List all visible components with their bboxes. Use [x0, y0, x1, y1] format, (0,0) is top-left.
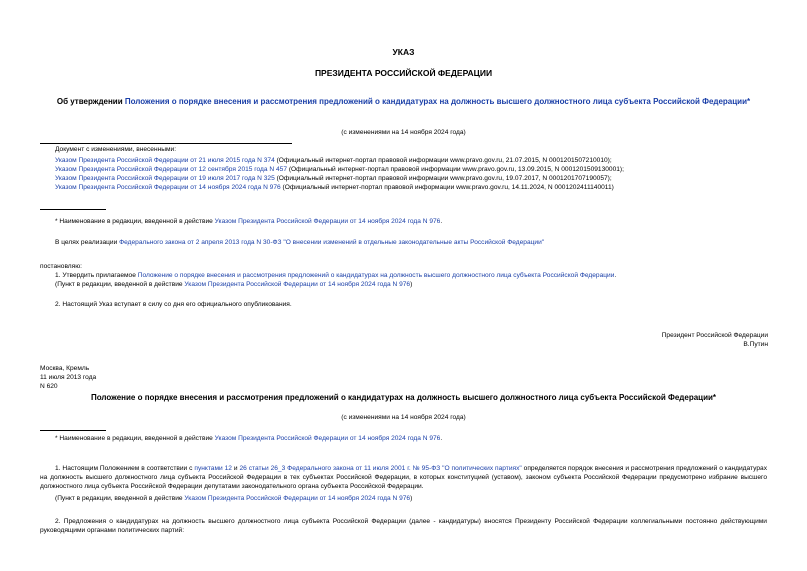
- change-link[interactable]: Указом Президента Российской Федерации от 14 ноября 2024 года N 976: [55, 184, 281, 191]
- preamble: [55, 238, 785, 247]
- paragraph-1-note: [55, 494, 785, 503]
- para-1-c: определяется порядок внесения и рассмотрения предложений о кандидатурах на должность высшего должностного лица субъекта Российской Федерации в тех субъектах Российской Федерации, в которых конституцией (уставом), законом субъекта Российской Федерации предусмотрено избрание высшего должностного лица субъекта Российской Федерации депутатами законодательного органа субъекта Российской Федерации.: [40, 465, 767, 490]
- footnote-2: [55, 434, 785, 443]
- footnote-divider: [40, 430, 106, 431]
- decree-date: 11 июля 2013 года: [40, 374, 97, 381]
- changes-block: [55, 145, 785, 192]
- divider: [40, 143, 292, 144]
- note-link[interactable]: Указом Президента Российской Федерации от 14 ноября 2024 года N 976: [184, 281, 411, 288]
- doc-type: УКАЗ: [392, 47, 415, 57]
- paragraph-1: [40, 464, 767, 491]
- change-item: [55, 183, 785, 192]
- regulation-title-link[interactable]: Положения о порядке внесения и рассмотрения предложений о кандидатурах на должность высшего должностного лица субъекта Российской Федерации*: [124, 97, 751, 106]
- item-1-prefix: 1. Утвердить прилагаемое: [55, 272, 138, 279]
- change-source: (Официальный интернет-портал правовой информации www.pravo.gov.ru, 19.07.2017, N 0001201707190057);: [274, 175, 612, 182]
- footnote-link[interactable]: Указом Президента Российской Федерации от 14 ноября 2024 года N 976: [214, 218, 441, 225]
- footnote-link[interactable]: Указом Президента Российской Федерации от 14 ноября 2024 года N 976: [214, 435, 441, 442]
- decree-title: [30, 96, 777, 107]
- item-1: [55, 271, 785, 289]
- changes-intro: Документ с изменениями, внесенными:: [55, 146, 177, 153]
- change-link[interactable]: Указом Президента Российской Федерации от 19 июля 2017 года N 325: [55, 175, 275, 182]
- preamble-text: В целях реализации: [55, 239, 120, 246]
- federal-law-link[interactable]: Федерального закона от 2 апреля 2013 года N 30-ФЗ "О внесении изменений в отдельные законодательные акты Российской Федерации": [119, 239, 545, 246]
- para-1-a: 1. Настоящим Положением в соответствии с: [55, 465, 195, 472]
- note-prefix: (Пункт в редакции, введенной в действие: [55, 495, 185, 502]
- signature-post: Президент Российской Федерации: [661, 332, 768, 339]
- footnote-1: [55, 217, 785, 226]
- note-prefix: (Пункт в редакции, введенной в действие: [55, 281, 185, 288]
- regulation-amend-note: (с изменениями на 14 ноября 2024 года): [341, 414, 466, 421]
- signature: [662, 331, 768, 349]
- note-end: ): [410, 281, 413, 288]
- law-article-link[interactable]: пунктами 12: [194, 465, 232, 472]
- issuer: ПРЕЗИДЕНТА РОССИЙСКОЙ ФЕДЕРАЦИИ: [314, 68, 493, 78]
- change-source: (Официальный интернет-портал правовой информации www.pravo.gov.ru, 21.07.2015, N 0001201507210010);: [274, 157, 612, 164]
- item-1-end: .: [614, 272, 617, 279]
- footnote-text: * Наименование в редакции, введенной в действие: [55, 218, 215, 225]
- item-2: 2. Настоящий Указ вступает в силу со дня его официального опубликования.: [55, 301, 292, 308]
- footnote-text: * Наименование в редакции, введенной в действие: [55, 435, 215, 442]
- change-source: (Официальный интернет-портал правовой информации www.pravo.gov.ru, 14.11.2024, N 0001202411140011): [280, 184, 614, 191]
- item-1-text: [55, 271, 785, 280]
- footnote-end: .: [440, 218, 443, 225]
- change-link[interactable]: Указом Президента Российской Федерации от 21 июля 2015 года N 374: [55, 157, 275, 164]
- regulation-link[interactable]: Положение о порядке внесения и рассмотрения предложений о кандидатурах на должность высшего должностного лица субъекта Российской Федерации: [137, 272, 615, 279]
- para-1-b: и: [231, 465, 240, 472]
- change-item: [55, 174, 785, 183]
- postanovlyayu: постановляю:: [40, 263, 83, 270]
- change-source: (Официальный интернет-портал правовой информации www.pravo.gov.ru, 13.09.2015, N 0001201509130001);: [287, 166, 624, 173]
- footnote-end: .: [440, 435, 443, 442]
- note-link[interactable]: Указом Президента Российской Федерации от 14 ноября 2024 года N 976: [184, 495, 411, 502]
- note-end: ): [410, 495, 413, 502]
- decree-number: N 620: [40, 383, 58, 390]
- change-item: [55, 156, 785, 165]
- place-city: Москва, Кремль: [40, 365, 90, 372]
- footnote-divider: [40, 209, 106, 210]
- decree-title-prefix: Об утверждении: [56, 97, 125, 106]
- amend-note: (с изменениями на 14 ноября 2024 года): [341, 129, 466, 136]
- regulation-title: Положение о порядке внесения и рассмотрения предложений о кандидатурах на должность высшего должностного лица субъекта Российской Федерации*: [90, 393, 717, 402]
- law-article-link[interactable]: 26 статьи 26_3 Федерального закона от 11 июля 2001 г. № 95-ФЗ "О политических партиях": [239, 465, 522, 472]
- item-1-note: [55, 280, 785, 289]
- change-link[interactable]: Указом Президента Российской Федерации от 12 сентября 2015 года N 457: [55, 166, 287, 173]
- place-date: [40, 364, 96, 391]
- change-item: [55, 165, 785, 174]
- paragraph-2: 2. Предложения о кандидатурах на должность высшего должностного лица субъекта Российской Федерации (далее - кандидатуры) вносятся Президенту Российской Федерации коллегиальными постоянно действующими руководящими органами политических партий:: [40, 518, 767, 534]
- signature-name: В.Путин: [743, 341, 768, 348]
